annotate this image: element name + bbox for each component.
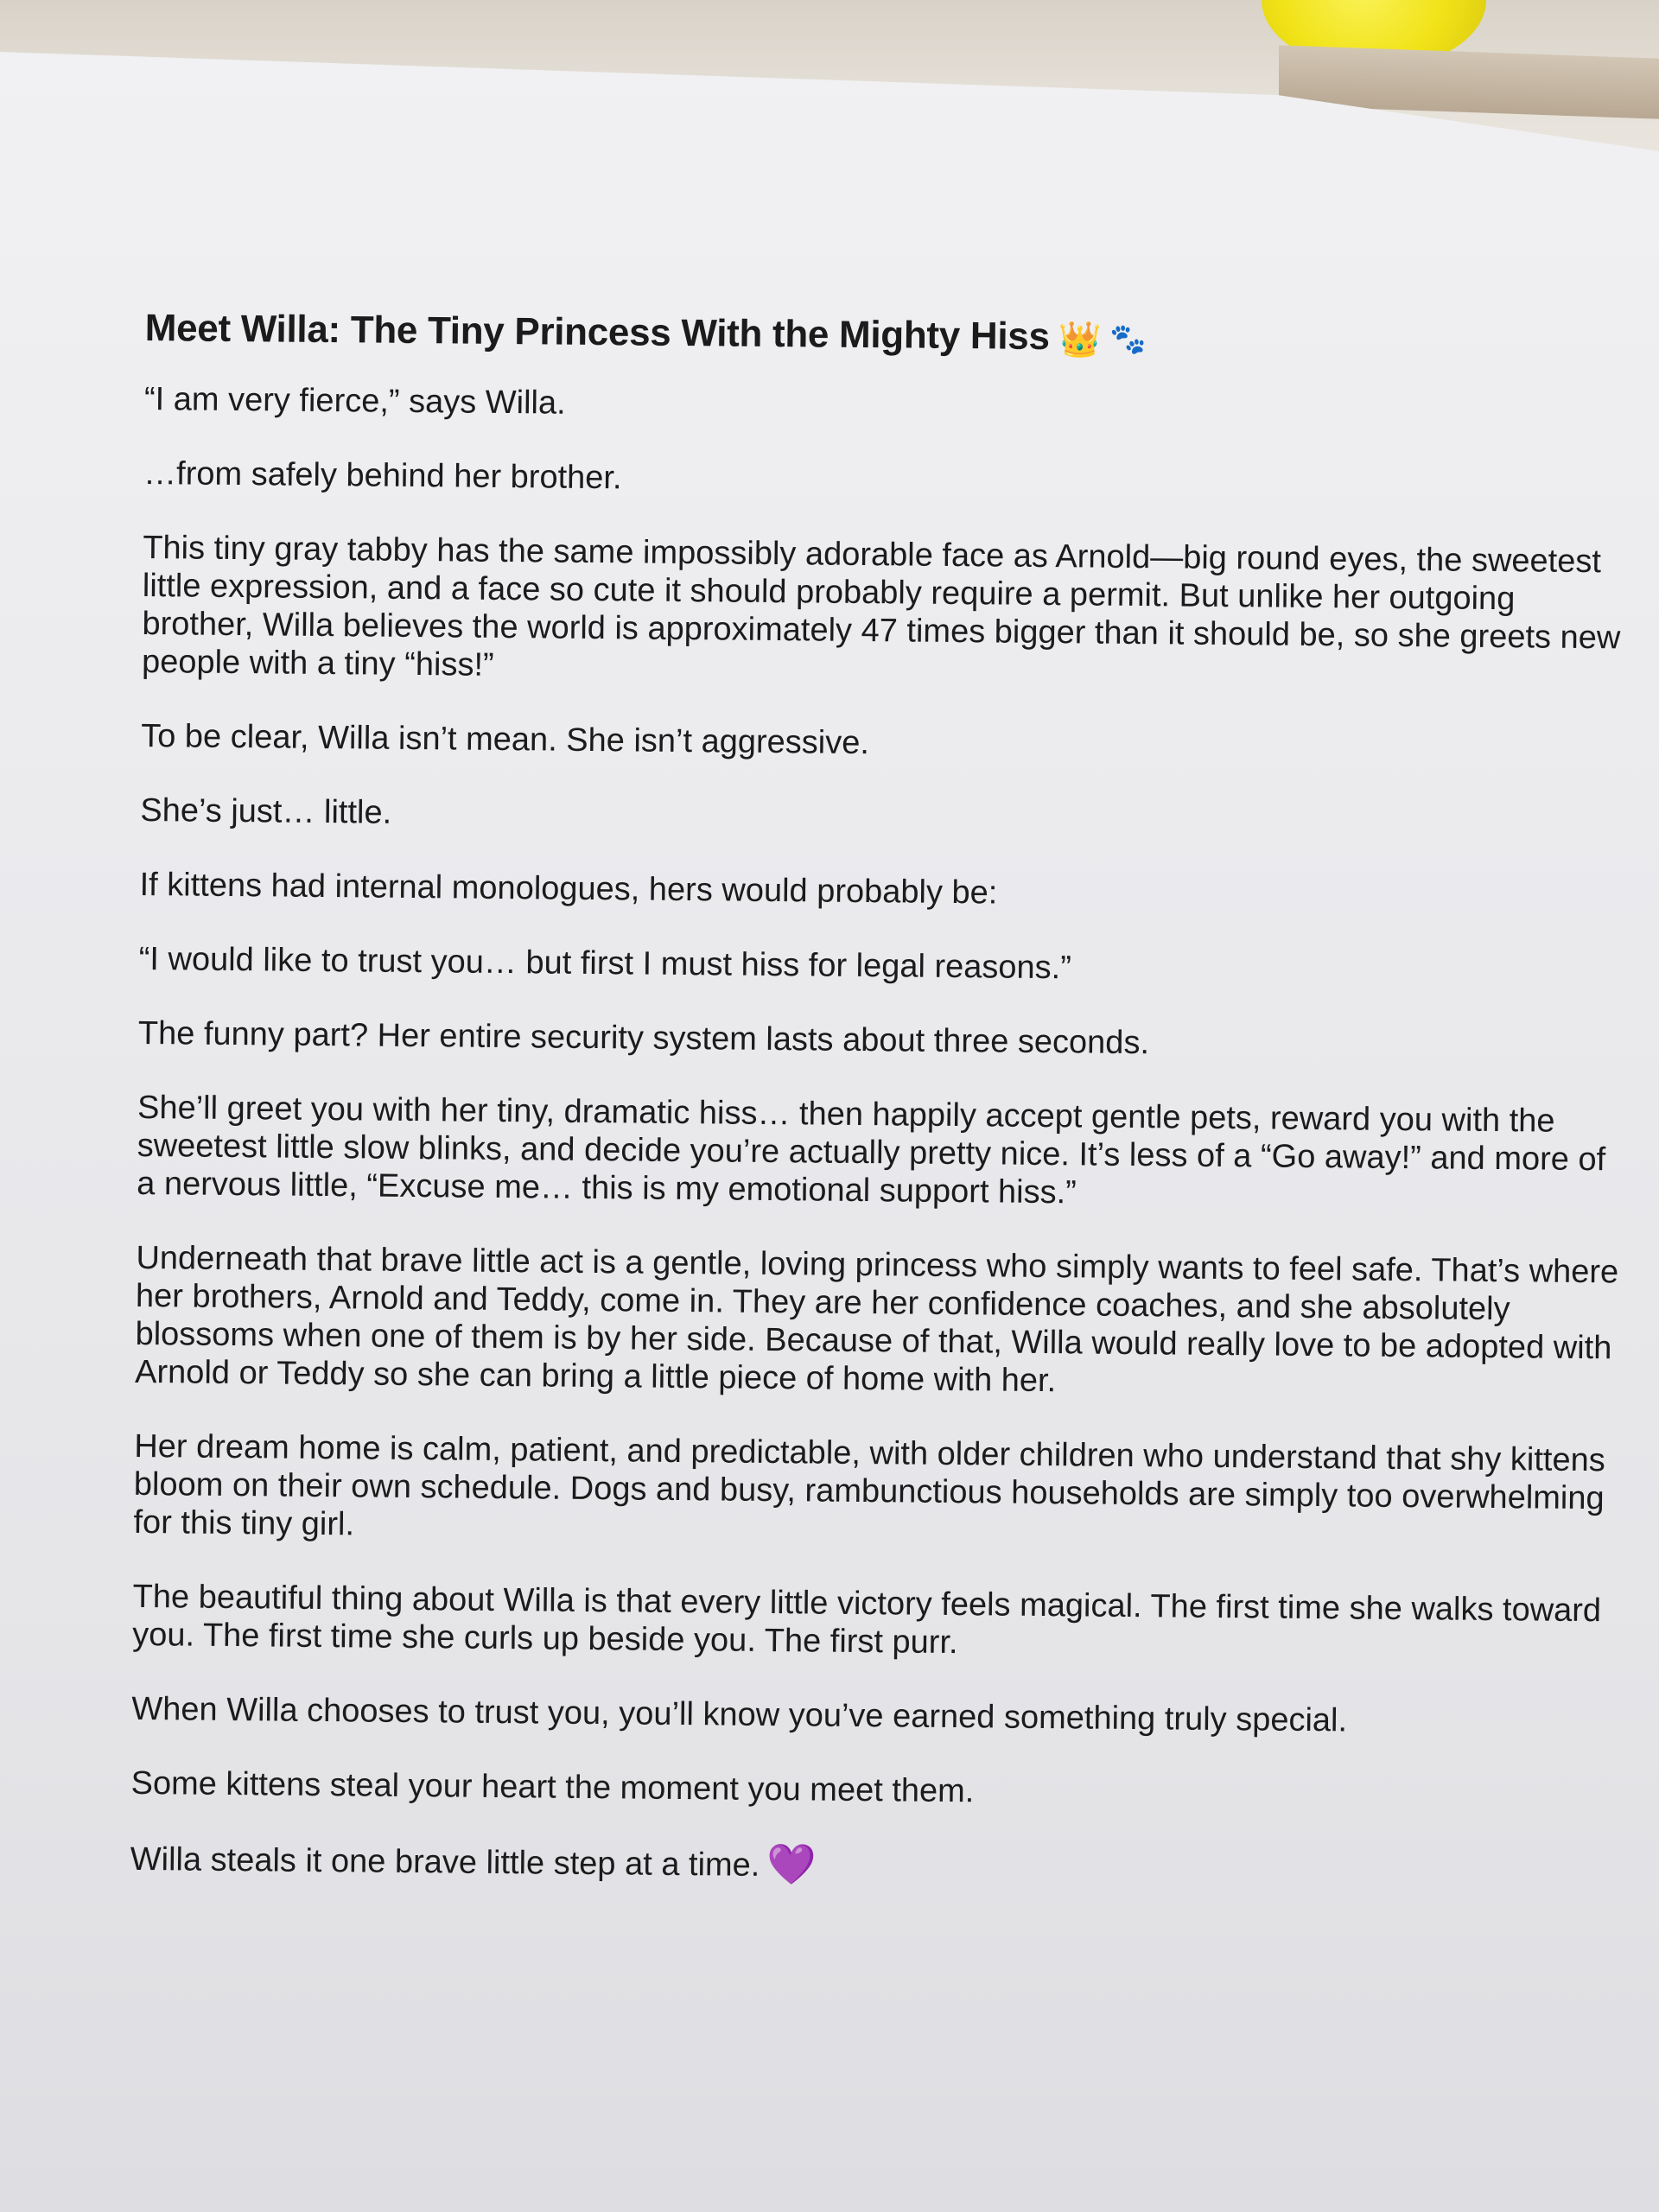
paragraph-quote-fierce: “I am very fierce,” says Willa. [143, 380, 566, 422]
crown-icon: 👑 [1058, 321, 1102, 359]
paragraph-victories: The beautiful thing about Willa is that every little victory feels magical. The first time she walks toward you. The first time she curls up beside you. The first purr. [132, 1578, 1602, 1661]
paragraph-closing [130, 1839, 1617, 1893]
paw-prints-icon: 🐾 [1109, 323, 1147, 357]
closing-text: Willa steals it one brave little step at a time. [130, 1840, 760, 1884]
paragraph-greeting: She’ll greet you with her tiny, dramatic hiss… then happily accept gentle pets, reward you with the sweetest little slow blinks, and decide you’re actually pretty nice. It’s less of a “Go away!” and more of a nervous little, “Excuse me… this is my emotional support hiss.” [137, 1089, 1606, 1211]
paragraph-brothers: Underneath that brave little act is a gentle, loving princess who simply wants to feel safe. That’s where her brothers, Arnold and Teddy, come in. They are her confidence coaches, and she absolutely blossoms when one of them is by her side. Because of that, Willa would really love to be adopted with Arnold or Teddy so she can bring a little piece of home with her. [134, 1239, 1619, 1400]
paragraph-steal-heart: Some kittens steal your heart the moment you meet them. [130, 1764, 975, 1810]
paragraph-description: This tiny gray tabby has the same impossibly adorable face as Arnold—big round eyes, the sweetest little expression, and a face so cute it should probably require a permit. But unlike her outgoing brother, Willa believes the world is approximately 47 times bigger than it should be, so she greets new people with a tiny “hiss!” [141, 529, 1621, 683]
title-text: Meet Willa: The Tiny Princess With the Mighty Hiss [144, 307, 1050, 359]
paragraph-security-system: The funny part? Her entire security system lasts about three seconds. [137, 1014, 1150, 1062]
paragraph-dream-home: Her dream home is calm, patient, and predictable, with older children who understand that shy kittens bloom on their own schedule. Dogs and busy, rambunctious households are simply too overwhelming for this tiny girl. [133, 1427, 1605, 1543]
paragraph-just-little: She’s just… little. [140, 791, 392, 831]
article [130, 307, 1631, 1929]
paragraph-behind-brother: …from safely behind her brother. [143, 454, 622, 497]
paragraph-not-mean: To be clear, Willa isn’t mean. She isn’t aggressive. [141, 717, 870, 761]
paragraph-monologue-intro: If kittens had internal monologues, hers would probably be: [139, 866, 998, 912]
paragraph-legal-reasons: “I would like to trust you… but first I must hiss for legal reasons.” [138, 940, 1072, 987]
purple-heart-icon: 💜 [766, 1840, 817, 1887]
paragraph-trust: When Willa chooses to trust you, you’ll know you’ve earned something truly special. [131, 1690, 1348, 1739]
